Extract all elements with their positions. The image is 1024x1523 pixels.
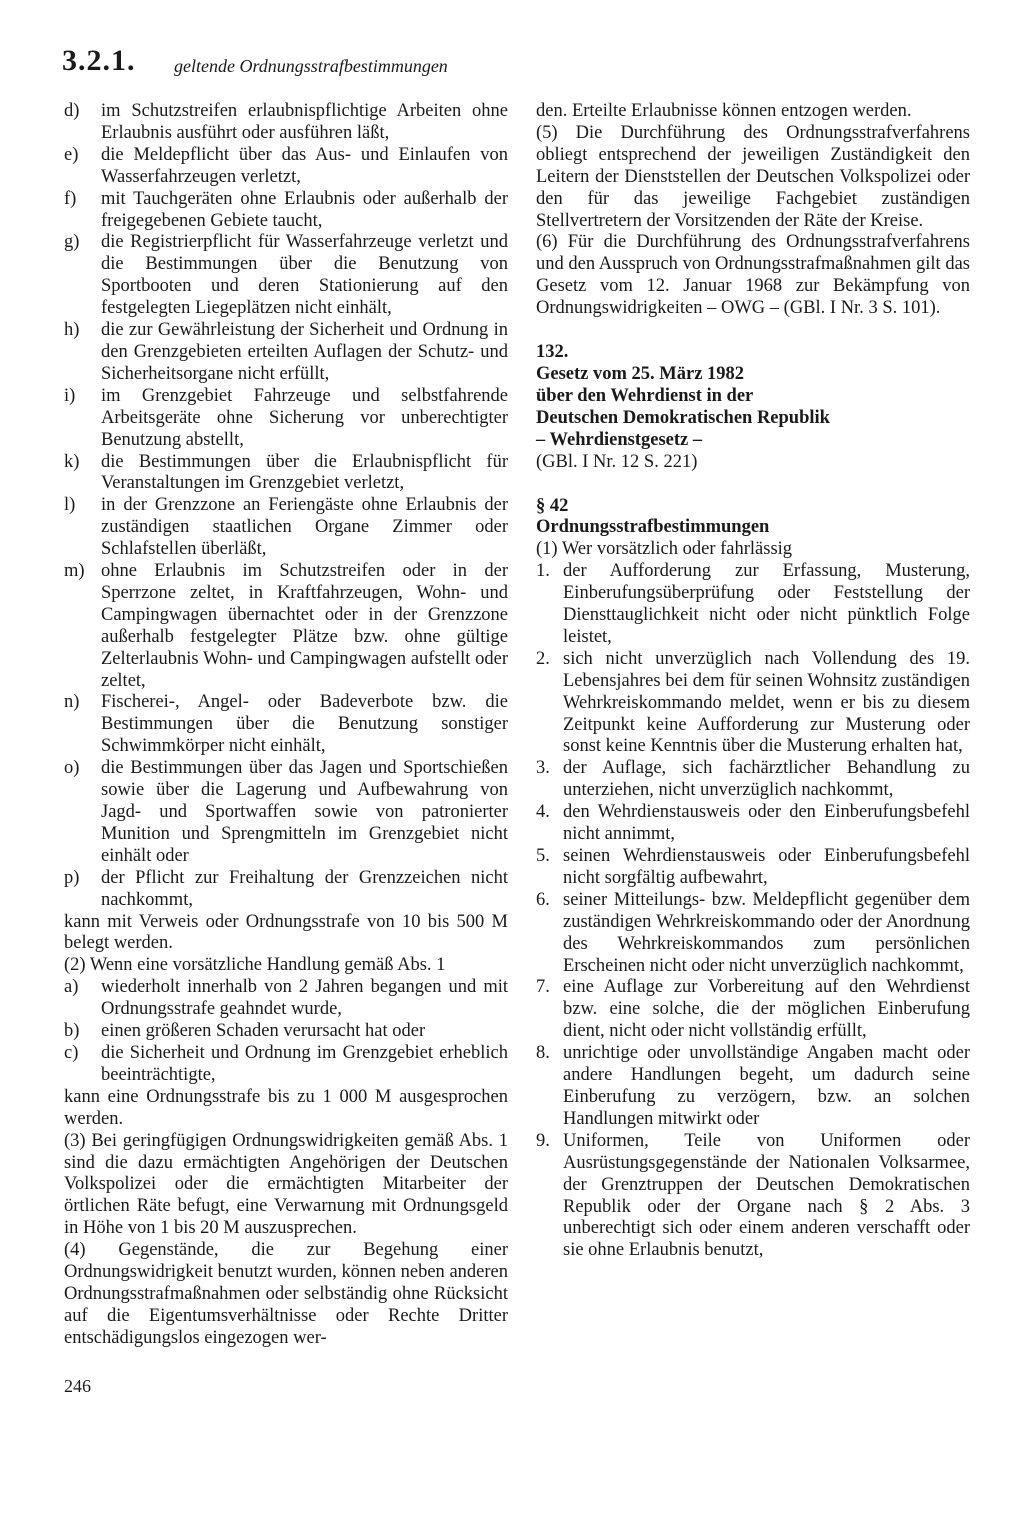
list-item-text: die Sicherheit und Ordnung im Grenzgebiet erheblich beeinträchtigte, [101,1042,508,1085]
list-item [64,145,508,189]
list-item [64,320,508,386]
law-title-4: – Wehrdienstgesetz – [536,429,703,450]
list-item [64,495,508,561]
right-para-6: (6) Für die Durchführung des Ordnungsstrafverfahrens und den Ausspruch von Ordnungsstrafmaßnahmen gilt das Gesetz vom 12. Januar 1968 zur Bekämpfung von Ordnungswidrigkeiten – OWG – (GBl. I Nr. 3 S. 101). [536,232,970,319]
list-item-text: wiederholt innerhalb von 2 Jahren begangen und mit Ordnungsstrafe geahndet wurde, [101,977,508,1020]
list-item [536,758,970,802]
list-item-label: c) [64,1042,79,1063]
list-item [536,1131,970,1262]
list-item [64,452,508,496]
list-item [64,1043,508,1087]
right-column [536,101,970,1262]
list-item-label: 7. [536,977,550,998]
paragraph-number: § 42 [536,495,569,516]
list-item-label: b) [64,1021,80,1042]
list-item-text: im Grenzgebiet Fahrzeuge und selbstfahrende Arbeitsgeräte ohne Sicherung vor unberechtigter Benutzung abstellt, [101,385,508,450]
list-item-label: f) [64,188,77,209]
list-item-label: 8. [536,1043,550,1064]
list-item-text: mit Tauchgeräten ohne Erlaubnis oder außerhalb der freigegebenen Gebiete taucht, [101,188,508,231]
right-para-5: (5) Die Durchführung des Ordnungsstrafverfahrens obliegt entsprechend der jeweiligen Zuständigkeit den Leitern der Dienststellen der Deutschen Volkspolizei oder den für das jeweilige Fachgebiet zuständigen Stellvertretern der Vorsitzenden der Räte der Kreise. [536,122,970,231]
list-item-label: p) [64,867,80,888]
list-item-label: k) [64,451,80,472]
list-item-text: in der Grenzzone an Feriengäste ohne Erlaubnis der zuständigen staatlichen Organe Zimmer oder Schlafstellen überläßt, [101,495,508,560]
list-item-label: 3. [536,758,550,779]
left-penalty-1: kann mit Verweis oder Ordnungsstrafe von 10 bis 500 M belegt werden. [64,911,508,954]
list-item [536,977,970,1043]
list-item-text: die Bestimmungen über das Jagen und Sportschießen sowie über die Lagerung und Aufbewahrung von Jagd- und Sportwaffen sowie von patronierter Munition und Sprengmitteln im Grenzgebiet nicht einhält oder [101,758,508,866]
list-item [64,692,508,758]
list-item [536,890,970,978]
list-item-text: unrichtige oder unvollständige Angaben macht oder andere Handlungen begeht, um dadurch seine Einberufung zu verzögern, bzw. an solchen Handlungen mitwirkt oder [563,1043,970,1129]
list-item-text: den Wehrdienstausweis oder den Einberufungsbefehl nicht annimmt, [563,802,970,845]
left-item-list [64,101,508,912]
list-item-label: e) [64,144,79,165]
list-item-label: 2. [536,648,550,669]
list-item-label: l) [64,495,76,516]
list-item-text: die zur Gewährleistung der Sicherheit und Ordnung in den Grenzgebieten erteilten Auflagen der Schutz- und Sicherheitsorgane nicht erfüllt, [101,320,508,384]
law-citation: (GBl. I Nr. 12 S. 221) [536,451,698,472]
list-item-label: d) [64,101,80,121]
list-item-text: Uniformen, Teile von Uniformen oder Ausrüstungsgegenstände der Nationalen Volksarmee, der Grenztruppen der Deutschen Demokratischen Republik oder der Organe nach § 2 Abs. 3 unberechtigt sich oder einem anderen verschafft oder sie ohne Erlaubnis benutzt, [563,1130,970,1261]
list-item-label: i) [64,385,76,406]
left-para-4: (4) Gegenstände, die zur Begehung einer Ordnungswidrigkeit benutzt wurden, können neben anderen Ordnungsstrafmaßnahmen oder selbständig ohne Rücksicht auf die Eigentumsverhältnisse oder Rechte Dritter entschädigungslos eingezogen wer- [64,1240,508,1348]
list-item-label: o) [64,758,80,779]
list-item [536,1043,970,1131]
list-item-text: sich nicht unverzüglich nach Vollendung des 19. Lebensjahres bei dem für seinen Wohnsitz zuständigen Wehrkreiskommando meldet, wenn er bis zu diesem Zeitpunkt keine Aufforderung zur Musterung oder sonst keine Kenntnis über die Musterung erhalten hat, [563,648,970,757]
list-item [64,101,508,145]
list-item-label: g) [64,232,80,253]
list-item-label: h) [64,320,80,341]
left-penalty-2: kann eine Ordnungsstrafe bis zu 1 000 M ausgesprochen werden. [64,1086,508,1129]
law-title-1: Gesetz vom 25. März 1982 [536,363,745,384]
right-item-list [536,561,970,1262]
left-para-3: (3) Bei geringfügigen Ordnungswidrigkeiten gemäß Abs. 1 sind die dazu ermächtigten Angehörigen der Deutschen Volkspolizei oder die ermächtigten Mitarbeiter der örtlichen Räte befugt, eine Verwarnung mit Ordnungsgeld in Höhe von 1 bis 20 M auszusprechen. [64,1130,508,1239]
page-number: 246 [64,1376,91,1396]
list-item-text: im Schutzstreifen erlaubnispflichtige Arbeiten ohne Erlaubnis ausführt oder ausführen läßt, [101,101,508,143]
section-title: geltende Ordnungsstrafbestimmungen [174,56,448,76]
list-item [64,561,508,692]
law-title-3: Deutschen Demokratischen Republik [536,407,830,428]
list-item-text: seiner Mitteilungs- bzw. Meldepflicht gegenüber dem zuständigen Wehrkreiskommando oder der Anordnung des Wehrkreiskommandos zum persönlichen Erscheinen nicht oder nicht unverzüglich nachkommt, [563,889,970,976]
list-item [536,649,970,759]
list-item [536,846,970,890]
list-item-text: der Aufforderung zur Erfassung, Musterung, Einberufungsüberprüfung oder Feststellung der Diensttauglichkeit nicht oder nicht pünktlich Folge leistet, [563,561,970,647]
list-item-text: der Auflage, sich fachärztlicher Behandlung zu unterziehen, nicht unverzüglich nachkommt, [563,758,970,801]
right-para-4-cont: den. Erteilte Erlaubnisse können entzogen werden. [536,101,912,121]
paragraph-intro: (1) Wer vorsätzlich oder fahrlässig [536,539,793,560]
list-item-text: einen größeren Schaden verursacht hat oder [101,1021,426,1042]
list-item-label: 9. [536,1130,550,1151]
paragraph-title: Ordnungsstrafbestimmungen [536,517,770,538]
list-item-text: die Meldepflicht über das Aus- und Einlaufen von Wasserfahrzeugen verletzt, [101,144,508,187]
list-item-text: ohne Erlaubnis im Schutzstreifen oder in der Sperrzone zeltet, in Kraftfahrzeugen, Wohn- und Campingwagen übernachtet oder in der Grenzzone außerhalb festgelegter Plätze bzw. ohne gültige Zelterlaubnis Wohn- und Campingwagen aufstellt oder zeltet, [101,561,508,691]
list-item-label: a) [64,977,79,998]
list-item-text: die Registrierpflicht für Wasserfahrzeuge verletzt und die Bestimmungen über die Benutzung von Sportbooten und deren Stationierung auf den festgelegten Liegeplätzen nicht einhält, [101,232,508,319]
law-number: 132. [536,342,569,363]
list-item [64,758,508,868]
list-item-label: 1. [536,561,550,582]
list-item-label: m) [64,561,85,582]
list-item-text: Fischerei-, Angel- oder Badeverbote bzw. die Bestimmungen über die Benutzung sonstiger Schwimmkörper nicht einhält, [101,692,508,757]
list-item [64,1021,508,1043]
left-item-list-2 [64,977,508,1087]
list-item [536,802,970,846]
list-item [64,977,508,1021]
list-item-label: 5. [536,846,550,866]
list-item-text: seinen Wehrdienstausweis oder Einberufungsbefehl nicht sorgfältig aufbewahrt, [563,846,970,888]
list-item [64,189,508,233]
left-para-2-intro: (2) Wenn eine vorsätzliche Handlung gemäß Abs. 1 [64,955,446,976]
list-item-text: eine Auflage zur Vorbereitung auf den Wehrdienst bzw. eine solche, die der möglichen Einberufung dient, nicht oder nicht vollständig erfüllt, [563,977,970,1042]
list-item [536,561,970,649]
list-item-label: 4. [536,802,550,823]
list-item-label: 6. [536,889,550,910]
list-item [64,386,508,452]
list-item [64,232,508,320]
left-column [64,101,508,1350]
list-item-label: n) [64,692,80,713]
list-item [64,868,508,912]
law-title-2: über den Wehrdienst in der [536,385,754,406]
list-item-text: der Pflicht zur Freihaltung der Grenzzeichen nicht nachkommt, [101,867,508,910]
list-item-text: die Bestimmungen über die Erlaubnispflicht für Veranstaltungen im Grenzgebiet verletzt, [101,451,508,494]
section-number: 3.2.1. [62,44,136,77]
